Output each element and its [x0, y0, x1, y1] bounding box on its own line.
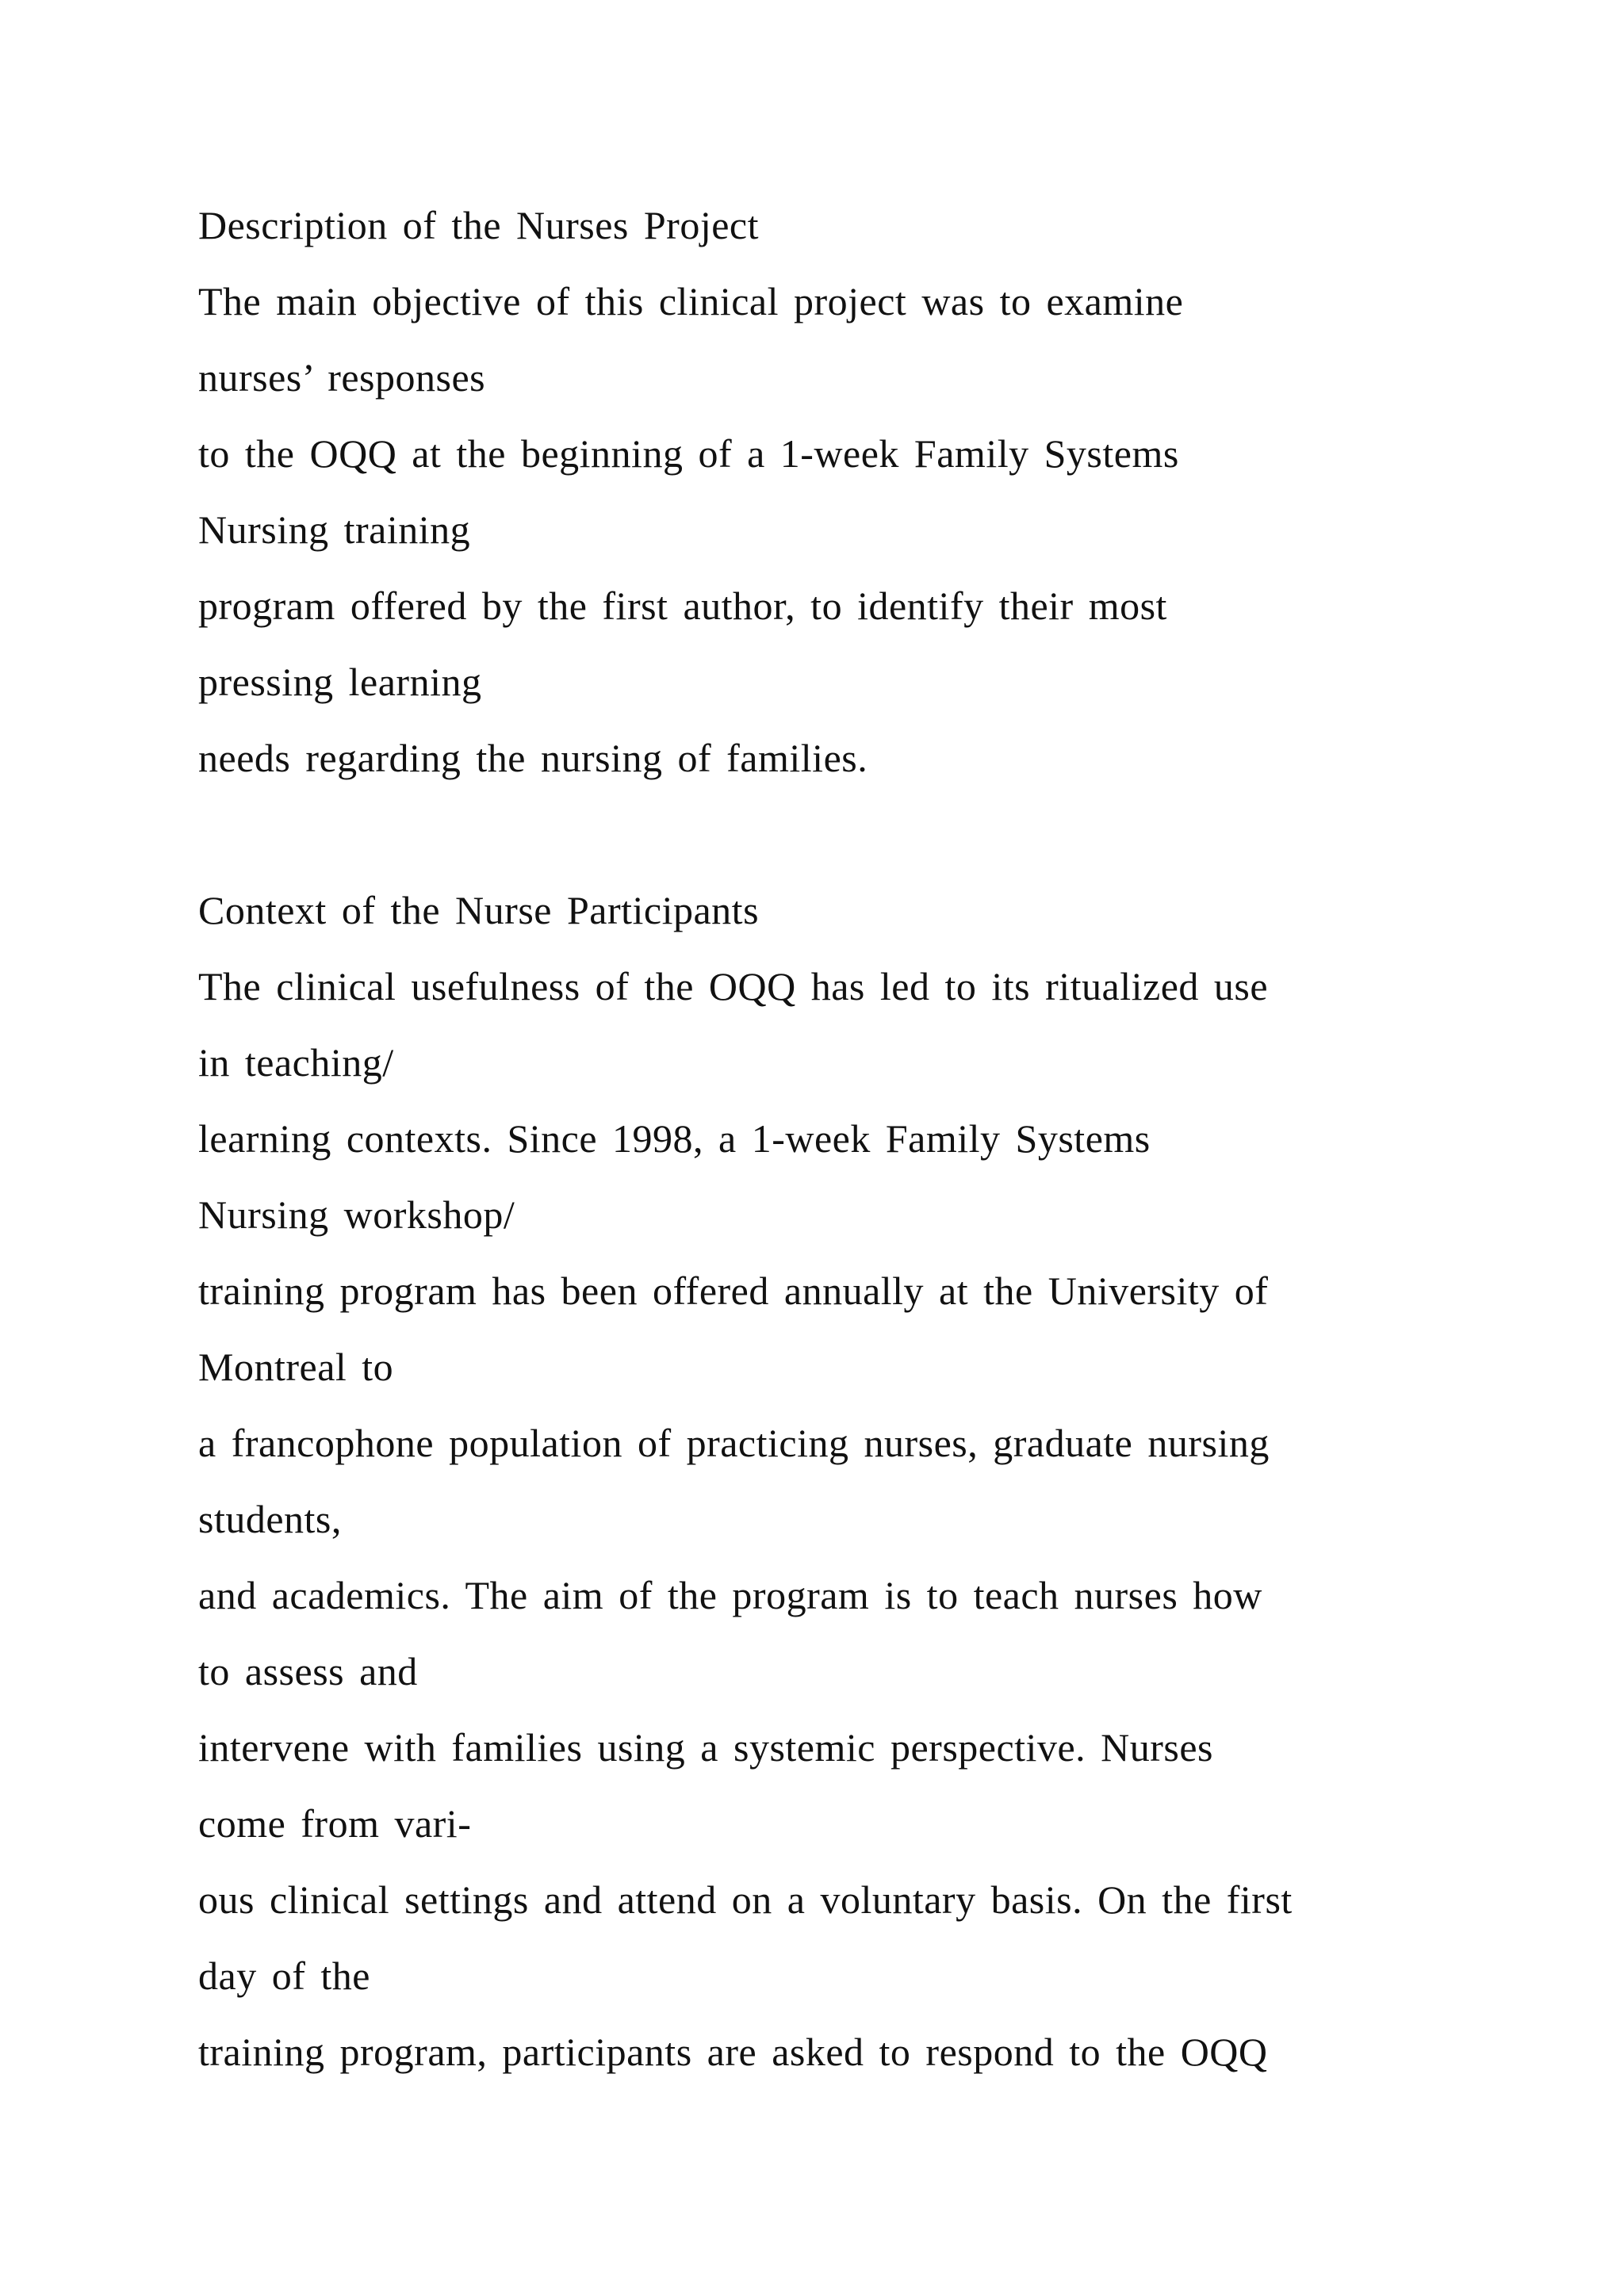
document-body: [198, 187, 1546, 2090]
paragraph-gap: [198, 796, 1546, 872]
text-line: day of the: [198, 1954, 370, 1998]
text-line: Montreal to: [198, 1345, 394, 1389]
text-line: program offered by the first author, to identify their most: [198, 584, 1167, 628]
text-line: learning contexts. Since 1998, a 1-week Family Systems: [198, 1116, 1151, 1161]
text-line: ous clinical settings and attend on a voluntary basis. On the first: [198, 1877, 1293, 1922]
section-heading-context: Context of the Nurse Participants: [198, 888, 760, 932]
text-line: to the OQQ at the beginning of a 1-week Family Systems: [198, 431, 1179, 476]
text-line: The main objective of this clinical project was to examine: [198, 279, 1184, 323]
section-heading-description: Description of the Nurses Project: [198, 203, 760, 247]
text-line: students,: [198, 1497, 342, 1541]
text-line: training program has been offered annually at the University of: [198, 1269, 1269, 1313]
text-line: a francophone population of practicing nurses, graduate nursing: [198, 1421, 1270, 1465]
text-line: needs regarding the nursing of families.: [198, 736, 868, 780]
text-line: training program, participants are asked to respond to the OQQ: [198, 2030, 1268, 2074]
text-line: Nursing workshop/: [198, 1192, 515, 1237]
text-line: in teaching/: [198, 1040, 394, 1085]
text-line: to assess and: [198, 1649, 418, 1693]
text-line: Nursing training: [198, 507, 471, 552]
text-line: nurses’ responses: [198, 355, 486, 400]
text-line: pressing learning: [198, 660, 482, 704]
text-line: The clinical usefulness of the OQQ has led to its ritualized use: [198, 964, 1269, 1008]
text-line: come from vari-: [198, 1801, 472, 1846]
text-line: intervene with families using a systemic perspective. Nurses: [198, 1725, 1214, 1770]
text-line: and academics. The aim of the program is to teach nurses how: [198, 1573, 1262, 1617]
